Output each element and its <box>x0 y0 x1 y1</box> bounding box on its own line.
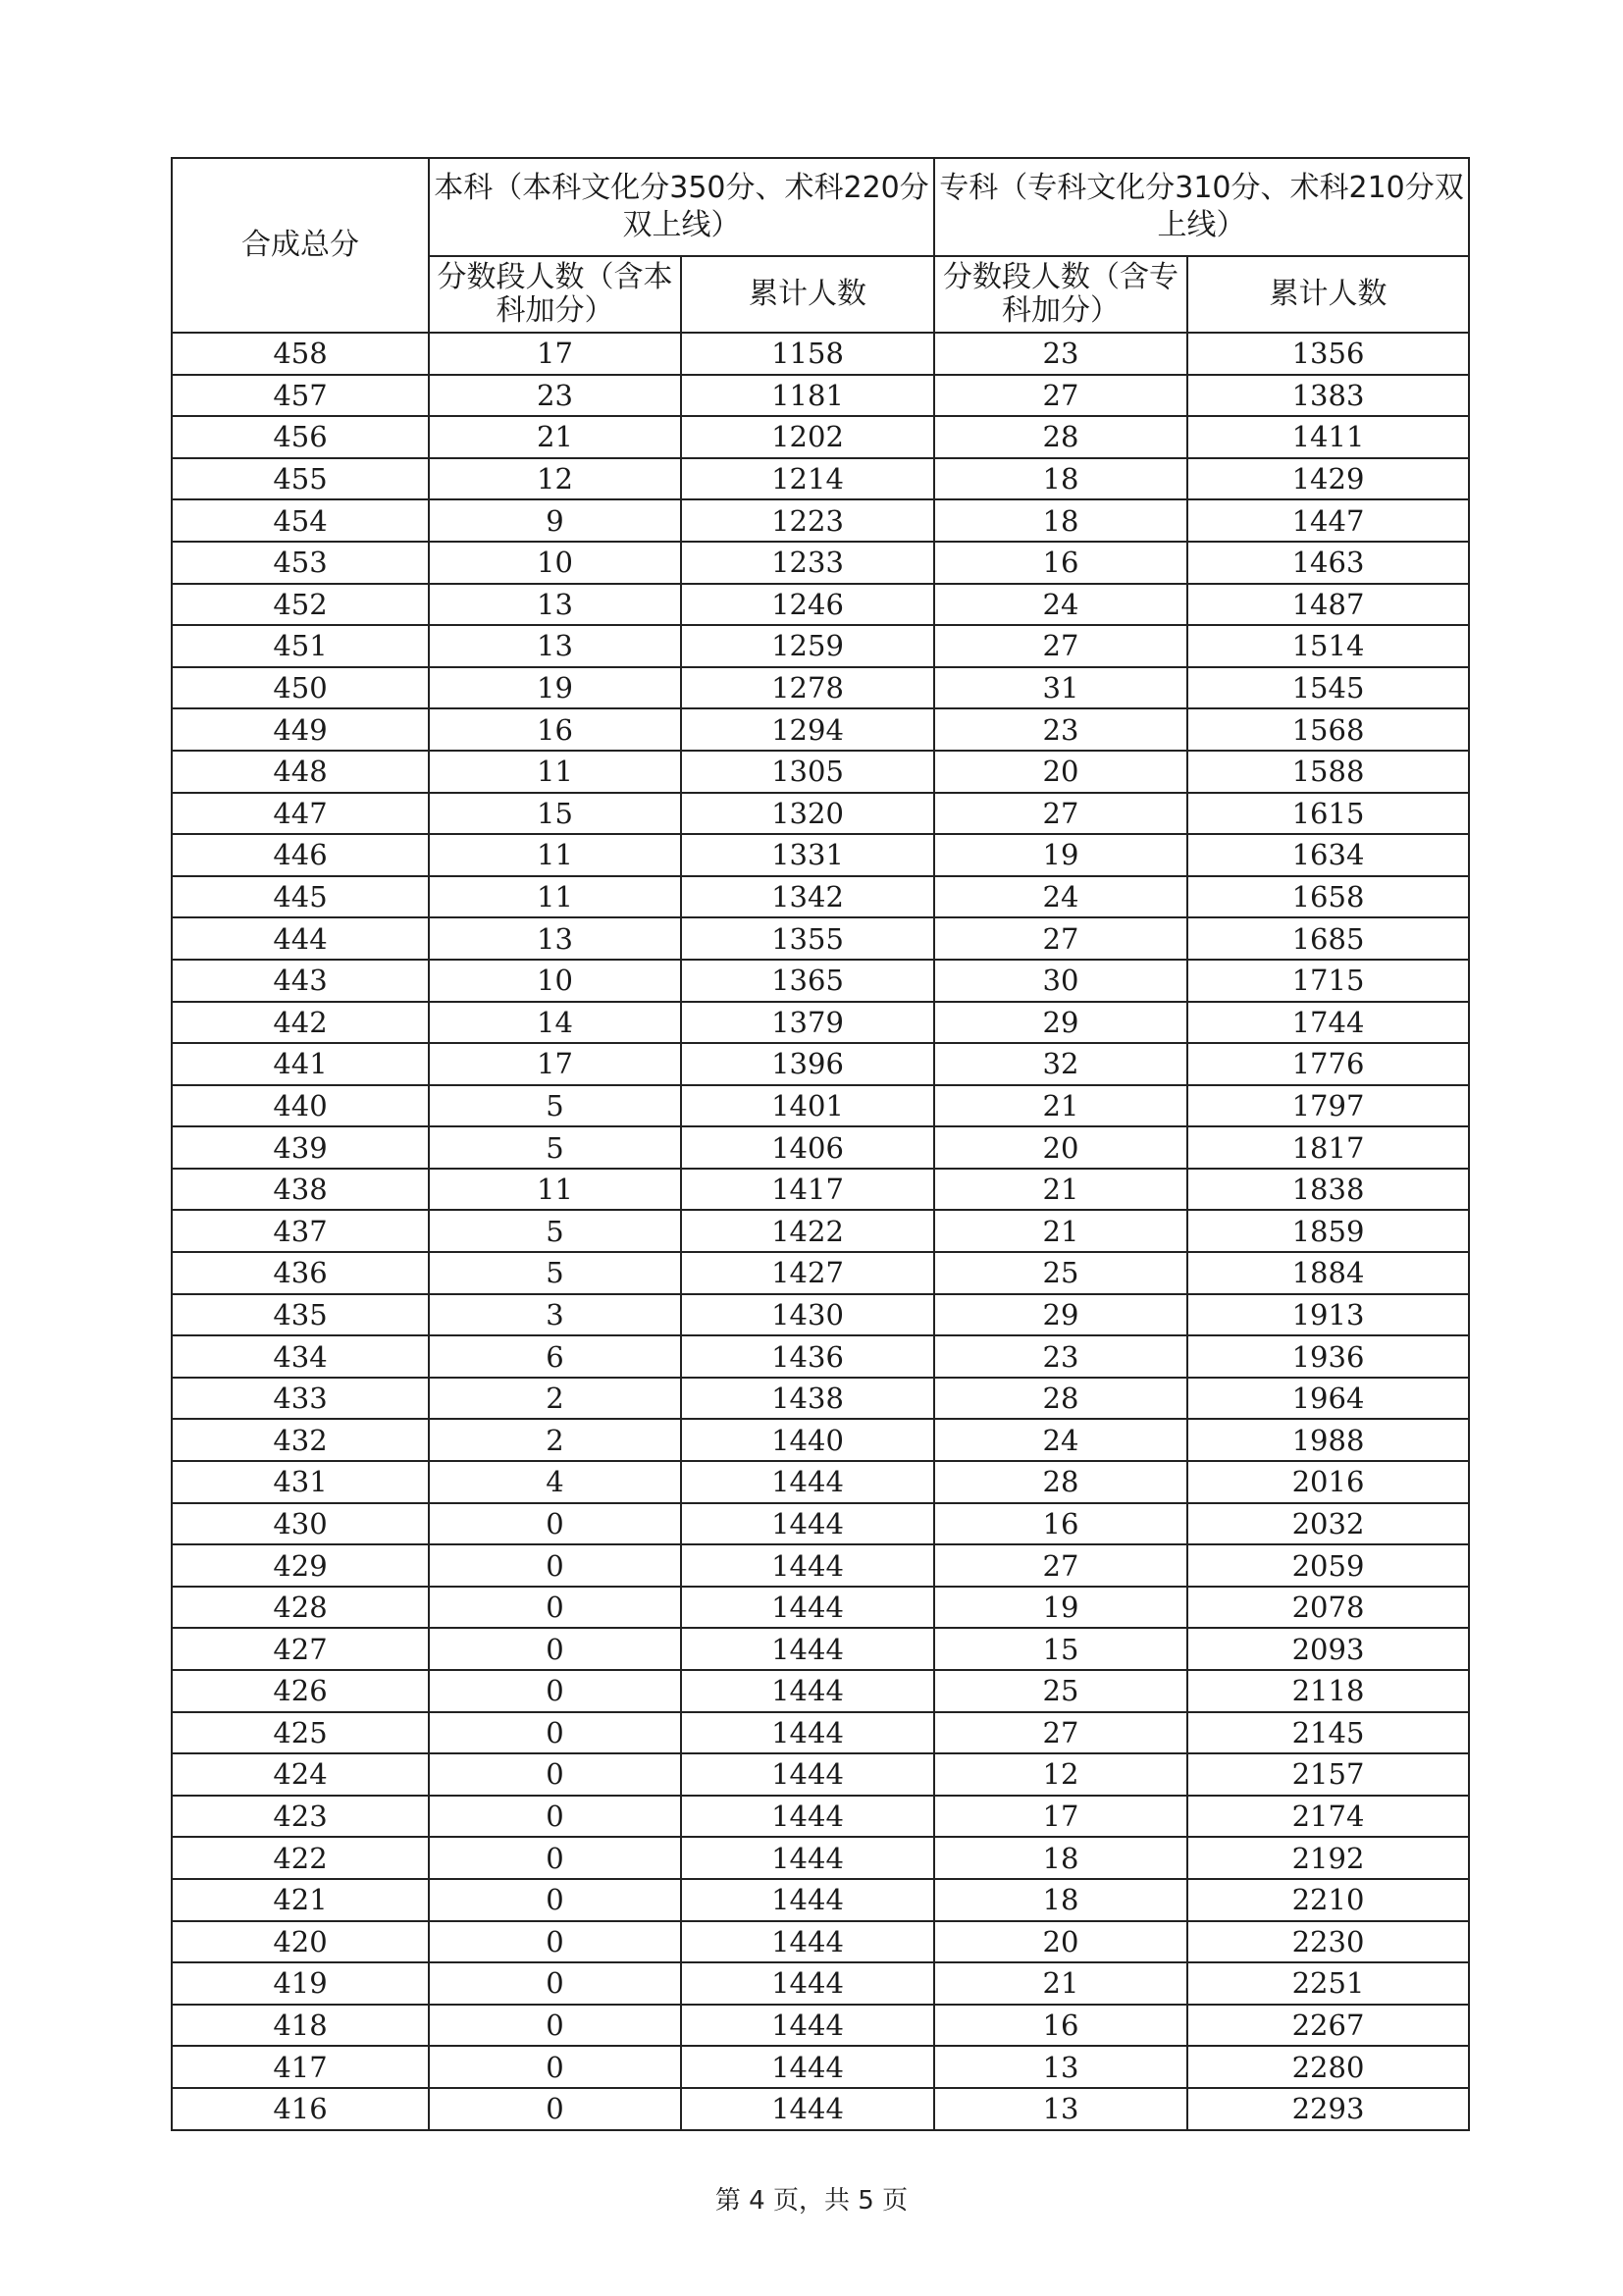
row-junior-band-count: 23 <box>934 1335 1187 1378</box>
row-junior-cumulative: 1545 <box>1187 667 1469 709</box>
row-junior-cumulative: 2145 <box>1187 1712 1469 1754</box>
row-total-score: 419 <box>172 1962 429 2005</box>
row-junior-band-count: 21 <box>934 1210 1187 1252</box>
row-total-score: 455 <box>172 458 429 500</box>
table-row <box>172 1043 1469 1085</box>
row-undergrad-band-count: 3 <box>429 1294 681 1336</box>
row-total-score: 434 <box>172 1335 429 1378</box>
row-total-score: 420 <box>172 1921 429 1963</box>
row-undergrad-band-count: 0 <box>429 1544 681 1587</box>
row-junior-cumulative: 1988 <box>1187 1419 1469 1461</box>
row-total-score: 443 <box>172 960 429 1002</box>
row-undergrad-band-count: 2 <box>429 1378 681 1420</box>
row-junior-band-count: 21 <box>934 1085 1187 1127</box>
row-junior-cumulative: 2192 <box>1187 1837 1469 1879</box>
row-undergrad-cumulative: 1444 <box>681 1503 934 1545</box>
row-undergrad-cumulative: 1444 <box>681 1544 934 1587</box>
row-junior-cumulative: 1487 <box>1187 584 1469 626</box>
row-undergrad-cumulative: 1342 <box>681 876 934 918</box>
row-junior-band-count: 27 <box>934 375 1187 417</box>
row-total-score: 442 <box>172 1002 429 1044</box>
row-junior-band-count: 18 <box>934 1879 1187 1921</box>
row-total-score: 451 <box>172 625 429 667</box>
row-junior-band-count: 18 <box>934 458 1187 500</box>
row-undergrad-cumulative: 1444 <box>681 2046 934 2088</box>
row-undergrad-band-count: 0 <box>429 1837 681 1879</box>
row-undergrad-band-count: 13 <box>429 625 681 667</box>
row-junior-cumulative: 2251 <box>1187 1962 1469 2005</box>
table-row <box>172 1252 1469 1294</box>
row-total-score: 444 <box>172 917 429 960</box>
table-row <box>172 2005 1469 2047</box>
table-row <box>172 1378 1469 1420</box>
row-total-score: 452 <box>172 584 429 626</box>
row-junior-band-count: 16 <box>934 542 1187 584</box>
row-undergrad-cumulative: 1214 <box>681 458 934 500</box>
row-junior-band-count: 29 <box>934 1294 1187 1336</box>
row-undergrad-cumulative: 1444 <box>681 1712 934 1754</box>
table-row <box>172 1962 1469 2005</box>
table-header <box>172 158 1469 333</box>
row-junior-cumulative: 2267 <box>1187 2005 1469 2047</box>
row-total-score: 449 <box>172 708 429 751</box>
row-undergrad-cumulative: 1444 <box>681 1461 934 1503</box>
row-undergrad-cumulative: 1379 <box>681 1002 934 1044</box>
row-junior-cumulative: 1514 <box>1187 625 1469 667</box>
table-row <box>172 793 1469 835</box>
row-junior-cumulative: 1817 <box>1187 1126 1469 1169</box>
row-junior-band-count: 20 <box>934 1126 1187 1169</box>
table-row <box>172 458 1469 500</box>
header-undergrad-band-count: 分数段人数（含本科加分） <box>429 256 681 333</box>
row-total-score: 448 <box>172 751 429 793</box>
row-junior-cumulative: 2059 <box>1187 1544 1469 1587</box>
row-junior-cumulative: 1463 <box>1187 542 1469 584</box>
row-junior-cumulative: 1884 <box>1187 1252 1469 1294</box>
row-junior-band-count: 18 <box>934 1837 1187 1879</box>
row-undergrad-band-count: 0 <box>429 1628 681 1670</box>
row-junior-band-count: 27 <box>934 1712 1187 1754</box>
row-junior-band-count: 31 <box>934 667 1187 709</box>
row-junior-cumulative: 1685 <box>1187 917 1469 960</box>
table-row <box>172 1419 1469 1461</box>
table-row <box>172 625 1469 667</box>
row-total-score: 427 <box>172 1628 429 1670</box>
row-undergrad-cumulative: 1417 <box>681 1169 934 1211</box>
row-total-score: 450 <box>172 667 429 709</box>
row-junior-band-count: 27 <box>934 1544 1187 1587</box>
row-junior-cumulative: 1776 <box>1187 1043 1469 1085</box>
row-junior-cumulative: 1715 <box>1187 960 1469 1002</box>
row-undergrad-band-count: 12 <box>429 458 681 500</box>
row-total-score: 417 <box>172 2046 429 2088</box>
row-total-score: 437 <box>172 1210 429 1252</box>
table-row <box>172 1712 1469 1754</box>
row-total-score: 426 <box>172 1670 429 1712</box>
row-junior-cumulative: 1936 <box>1187 1335 1469 1378</box>
row-undergrad-cumulative: 1246 <box>681 584 934 626</box>
row-junior-band-count: 27 <box>934 793 1187 835</box>
row-undergrad-cumulative: 1438 <box>681 1378 934 1420</box>
row-junior-cumulative: 1588 <box>1187 751 1469 793</box>
header-undergrad-group: 本科（本科文化分350分、术科220分双上线） <box>429 158 934 256</box>
table-row <box>172 1085 1469 1127</box>
row-undergrad-cumulative: 1158 <box>681 333 934 375</box>
row-undergrad-cumulative: 1430 <box>681 1294 934 1336</box>
row-total-score: 435 <box>172 1294 429 1336</box>
row-junior-cumulative: 1447 <box>1187 499 1469 542</box>
row-junior-band-count: 25 <box>934 1670 1187 1712</box>
row-junior-cumulative: 1568 <box>1187 708 1469 751</box>
row-undergrad-cumulative: 1202 <box>681 416 934 458</box>
row-junior-cumulative: 2293 <box>1187 2088 1469 2130</box>
row-junior-cumulative: 2157 <box>1187 1753 1469 1796</box>
row-junior-band-count: 15 <box>934 1628 1187 1670</box>
row-junior-band-count: 23 <box>934 708 1187 751</box>
row-total-score: 418 <box>172 2005 429 2047</box>
row-undergrad-cumulative: 1444 <box>681 1921 934 1963</box>
table-row <box>172 1796 1469 1838</box>
row-undergrad-band-count: 0 <box>429 2005 681 2047</box>
table-row <box>172 499 1469 542</box>
row-undergrad-band-count: 11 <box>429 876 681 918</box>
page-footer: 第 4 页，共 5 页 <box>714 2186 909 2216</box>
row-undergrad-cumulative: 1444 <box>681 1628 934 1670</box>
row-undergrad-cumulative: 1331 <box>681 834 934 876</box>
row-undergrad-band-count: 13 <box>429 584 681 626</box>
row-undergrad-cumulative: 1444 <box>681 2088 934 2130</box>
row-junior-band-count: 17 <box>934 1796 1187 1838</box>
row-junior-band-count: 28 <box>934 416 1187 458</box>
table-row <box>172 333 1469 375</box>
row-undergrad-band-count: 10 <box>429 960 681 1002</box>
row-undergrad-cumulative: 1444 <box>681 1837 934 1879</box>
row-undergrad-cumulative: 1223 <box>681 499 934 542</box>
row-total-score: 431 <box>172 1461 429 1503</box>
row-junior-band-count: 19 <box>934 1587 1187 1629</box>
table-row <box>172 960 1469 1002</box>
row-junior-band-count: 21 <box>934 1169 1187 1211</box>
row-total-score: 429 <box>172 1544 429 1587</box>
row-junior-band-count: 28 <box>934 1461 1187 1503</box>
row-undergrad-cumulative: 1401 <box>681 1085 934 1127</box>
row-undergrad-cumulative: 1440 <box>681 1419 934 1461</box>
row-total-score: 430 <box>172 1503 429 1545</box>
row-junior-cumulative: 1356 <box>1187 333 1469 375</box>
table-row <box>172 1169 1469 1211</box>
header-total-score: 合成总分 <box>172 158 429 333</box>
row-total-score: 438 <box>172 1169 429 1211</box>
row-total-score: 447 <box>172 793 429 835</box>
row-junior-band-count: 28 <box>934 1378 1187 1420</box>
row-junior-cumulative: 1913 <box>1187 1294 1469 1336</box>
row-undergrad-band-count: 17 <box>429 1043 681 1085</box>
row-junior-cumulative: 2016 <box>1187 1461 1469 1503</box>
table-row <box>172 751 1469 793</box>
row-junior-band-count: 18 <box>934 499 1187 542</box>
row-undergrad-band-count: 11 <box>429 751 681 793</box>
row-undergrad-cumulative: 1444 <box>681 1796 934 1838</box>
row-undergrad-cumulative: 1320 <box>681 793 934 835</box>
row-junior-cumulative: 2280 <box>1187 2046 1469 2088</box>
row-undergrad-band-count: 0 <box>429 1753 681 1796</box>
row-undergrad-cumulative: 1294 <box>681 708 934 751</box>
row-junior-cumulative: 1744 <box>1187 1002 1469 1044</box>
row-junior-cumulative: 2230 <box>1187 1921 1469 1963</box>
row-undergrad-band-count: 16 <box>429 708 681 751</box>
row-undergrad-cumulative: 1444 <box>681 1587 934 1629</box>
row-junior-cumulative: 1859 <box>1187 1210 1469 1252</box>
row-junior-band-count: 32 <box>934 1043 1187 1085</box>
row-junior-cumulative: 2174 <box>1187 1796 1469 1838</box>
row-total-score: 433 <box>172 1378 429 1420</box>
row-undergrad-band-count: 0 <box>429 2088 681 2130</box>
row-undergrad-cumulative: 1233 <box>681 542 934 584</box>
table-row <box>172 1210 1469 1252</box>
row-undergrad-band-count: 0 <box>429 1879 681 1921</box>
table-row <box>172 708 1469 751</box>
row-undergrad-cumulative: 1181 <box>681 375 934 417</box>
row-junior-band-count: 21 <box>934 1962 1187 2005</box>
row-junior-band-count: 16 <box>934 2005 1187 2047</box>
row-undergrad-band-count: 17 <box>429 333 681 375</box>
row-total-score: 440 <box>172 1085 429 1127</box>
row-undergrad-band-count: 15 <box>429 793 681 835</box>
row-undergrad-band-count: 5 <box>429 1210 681 1252</box>
row-junior-cumulative: 2210 <box>1187 1879 1469 1921</box>
row-junior-band-count: 24 <box>934 584 1187 626</box>
row-junior-band-count: 23 <box>934 333 1187 375</box>
row-undergrad-cumulative: 1278 <box>681 667 934 709</box>
row-junior-cumulative: 1964 <box>1187 1378 1469 1420</box>
row-undergrad-cumulative: 1444 <box>681 1753 934 1796</box>
table-row <box>172 1002 1469 1044</box>
row-total-score: 439 <box>172 1126 429 1169</box>
row-undergrad-band-count: 21 <box>429 416 681 458</box>
row-undergrad-band-count: 0 <box>429 1796 681 1838</box>
table-row <box>172 1670 1469 1712</box>
row-junior-cumulative: 1383 <box>1187 375 1469 417</box>
row-junior-band-count: 13 <box>934 2088 1187 2130</box>
row-undergrad-cumulative: 1365 <box>681 960 934 1002</box>
row-junior-cumulative: 1634 <box>1187 834 1469 876</box>
row-undergrad-band-count: 5 <box>429 1126 681 1169</box>
table-row <box>172 584 1469 626</box>
row-total-score: 422 <box>172 1837 429 1879</box>
table-row <box>172 416 1469 458</box>
row-undergrad-band-count: 0 <box>429 1670 681 1712</box>
row-junior-band-count: 27 <box>934 917 1187 960</box>
row-undergrad-cumulative: 1444 <box>681 1879 934 1921</box>
row-total-score: 458 <box>172 333 429 375</box>
score-distribution-table <box>171 157 1470 2131</box>
row-undergrad-cumulative: 1259 <box>681 625 934 667</box>
row-undergrad-band-count: 6 <box>429 1335 681 1378</box>
table-row <box>172 876 1469 918</box>
row-undergrad-band-count: 0 <box>429 1587 681 1629</box>
row-undergrad-cumulative: 1406 <box>681 1126 934 1169</box>
row-total-score: 453 <box>172 542 429 584</box>
row-total-score: 445 <box>172 876 429 918</box>
table-row <box>172 1921 1469 1963</box>
row-total-score: 424 <box>172 1753 429 1796</box>
row-junior-cumulative: 1615 <box>1187 793 1469 835</box>
row-junior-cumulative: 1838 <box>1187 1169 1469 1211</box>
row-junior-band-count: 12 <box>934 1753 1187 1796</box>
row-undergrad-band-count: 9 <box>429 499 681 542</box>
row-junior-cumulative: 2078 <box>1187 1587 1469 1629</box>
table-row <box>172 2046 1469 2088</box>
row-undergrad-band-count: 0 <box>429 1503 681 1545</box>
row-undergrad-band-count: 0 <box>429 1962 681 2005</box>
row-undergrad-band-count: 10 <box>429 542 681 584</box>
row-undergrad-cumulative: 1444 <box>681 2005 934 2047</box>
header-junior-cumulative: 累计人数 <box>1187 256 1469 333</box>
row-undergrad-band-count: 5 <box>429 1085 681 1127</box>
row-undergrad-band-count: 0 <box>429 2046 681 2088</box>
table-row <box>172 1753 1469 1796</box>
row-undergrad-cumulative: 1305 <box>681 751 934 793</box>
table-row <box>172 1294 1469 1336</box>
row-junior-band-count: 24 <box>934 1419 1187 1461</box>
row-total-score: 416 <box>172 2088 429 2130</box>
row-junior-band-count: 16 <box>934 1503 1187 1545</box>
row-total-score: 428 <box>172 1587 429 1629</box>
row-junior-band-count: 25 <box>934 1252 1187 1294</box>
row-junior-band-count: 29 <box>934 1002 1187 1044</box>
table-row <box>172 375 1469 417</box>
row-undergrad-cumulative: 1444 <box>681 1670 934 1712</box>
row-undergrad-cumulative: 1444 <box>681 1962 934 2005</box>
table-row <box>172 2088 1469 2130</box>
row-undergrad-band-count: 23 <box>429 375 681 417</box>
row-junior-cumulative: 2032 <box>1187 1503 1469 1545</box>
row-undergrad-cumulative: 1355 <box>681 917 934 960</box>
table-row <box>172 1837 1469 1879</box>
row-junior-cumulative: 2118 <box>1187 1670 1469 1712</box>
table-row <box>172 1503 1469 1545</box>
row-undergrad-band-count: 0 <box>429 1921 681 1963</box>
row-junior-cumulative: 1658 <box>1187 876 1469 918</box>
row-total-score: 456 <box>172 416 429 458</box>
header-undergrad-cumulative: 累计人数 <box>681 256 934 333</box>
table-body <box>172 333 1469 2130</box>
row-undergrad-band-count: 13 <box>429 917 681 960</box>
row-undergrad-cumulative: 1396 <box>681 1043 934 1085</box>
row-undergrad-cumulative: 1436 <box>681 1335 934 1378</box>
row-junior-band-count: 24 <box>934 876 1187 918</box>
table-row <box>172 917 1469 960</box>
row-junior-cumulative: 1429 <box>1187 458 1469 500</box>
table-row <box>172 667 1469 709</box>
row-total-score: 436 <box>172 1252 429 1294</box>
row-total-score: 423 <box>172 1796 429 1838</box>
row-undergrad-band-count: 19 <box>429 667 681 709</box>
header-junior-group: 专科（专科文化分310分、术科210分双上线） <box>934 158 1469 256</box>
row-undergrad-band-count: 5 <box>429 1252 681 1294</box>
row-junior-band-count: 27 <box>934 625 1187 667</box>
row-total-score: 446 <box>172 834 429 876</box>
row-total-score: 425 <box>172 1712 429 1754</box>
row-undergrad-band-count: 11 <box>429 834 681 876</box>
table-row <box>172 1879 1469 1921</box>
row-junior-cumulative: 1797 <box>1187 1085 1469 1127</box>
table-row <box>172 1335 1469 1378</box>
row-junior-band-count: 20 <box>934 751 1187 793</box>
table-row <box>172 542 1469 584</box>
row-total-score: 441 <box>172 1043 429 1085</box>
row-junior-band-count: 13 <box>934 2046 1187 2088</box>
row-total-score: 421 <box>172 1879 429 1921</box>
table-row <box>172 1628 1469 1670</box>
row-undergrad-cumulative: 1422 <box>681 1210 934 1252</box>
table-row <box>172 1126 1469 1169</box>
header-junior-band-count: 分数段人数（含专科加分） <box>934 256 1187 333</box>
row-junior-cumulative: 1411 <box>1187 416 1469 458</box>
row-junior-band-count: 20 <box>934 1921 1187 1963</box>
row-junior-band-count: 19 <box>934 834 1187 876</box>
row-undergrad-cumulative: 1427 <box>681 1252 934 1294</box>
row-total-score: 457 <box>172 375 429 417</box>
row-undergrad-band-count: 0 <box>429 1712 681 1754</box>
row-undergrad-band-count: 4 <box>429 1461 681 1503</box>
row-total-score: 432 <box>172 1419 429 1461</box>
row-undergrad-band-count: 14 <box>429 1002 681 1044</box>
row-junior-cumulative: 2093 <box>1187 1628 1469 1670</box>
table-row <box>172 1544 1469 1587</box>
row-total-score: 454 <box>172 499 429 542</box>
row-undergrad-band-count: 2 <box>429 1419 681 1461</box>
table-row <box>172 834 1469 876</box>
table-row <box>172 1461 1469 1503</box>
row-undergrad-band-count: 11 <box>429 1169 681 1211</box>
table-row <box>172 1587 1469 1629</box>
row-junior-band-count: 30 <box>934 960 1187 1002</box>
